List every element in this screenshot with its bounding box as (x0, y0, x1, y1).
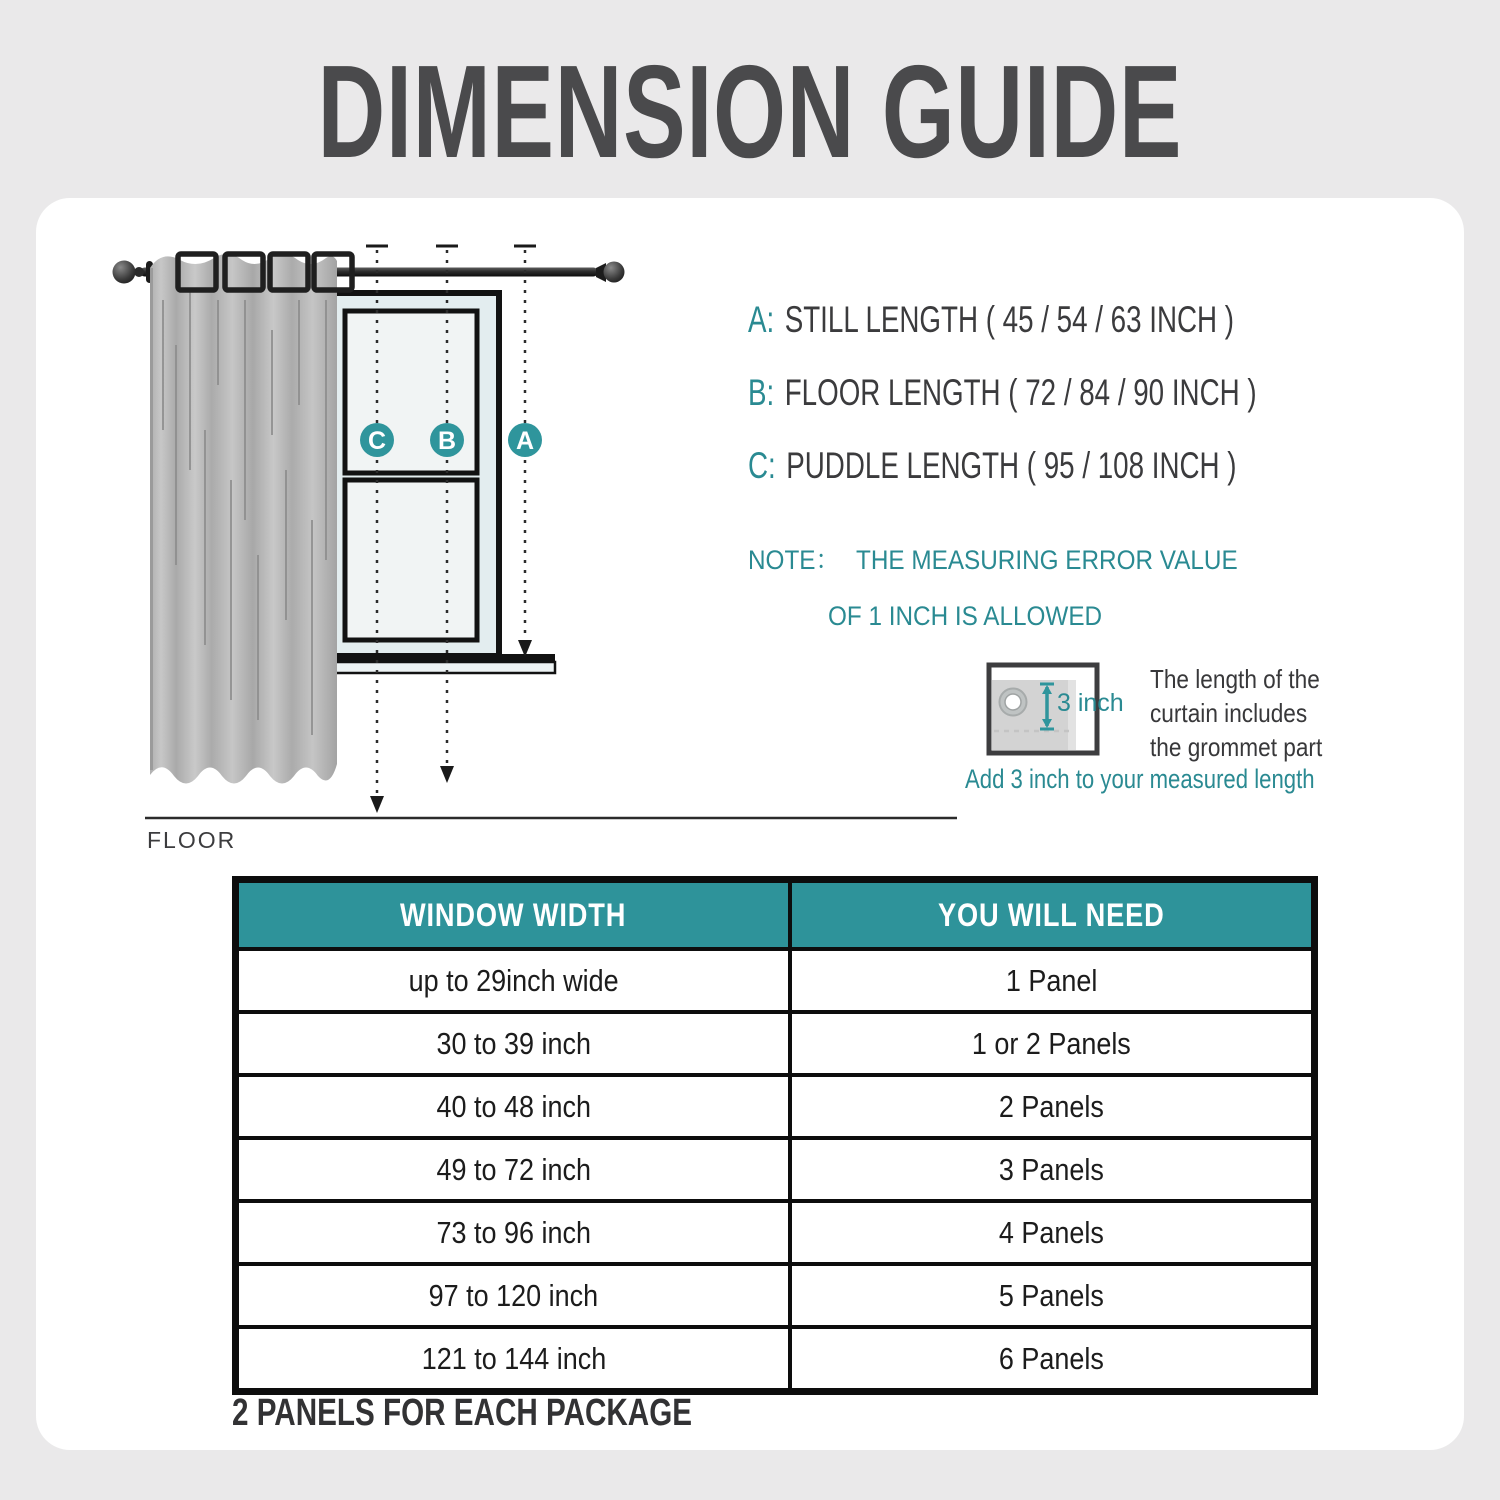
grommet-caption-line-3: the grommet part (1150, 732, 1323, 762)
header-window-width: WINDOW WIDTH (236, 880, 791, 950)
package-note: 2 PANELS FOR EACH PACKAGE (232, 1392, 693, 1434)
window (300, 293, 555, 673)
cell-width: 49 to 72 inch (236, 1138, 791, 1201)
table-row (236, 1075, 1315, 1138)
curtain-panel (150, 254, 337, 784)
grommet-caption (1150, 662, 1348, 764)
legend-item-b (748, 372, 1257, 445)
cell-need: 5 Panels (790, 1264, 1314, 1327)
legend-text-b: FLOOR LENGTH ( 72 / 84 / 90 INCH ) (784, 372, 1257, 413)
cell-need: 1 or 2 Panels (790, 1012, 1314, 1075)
legend-item-a (748, 299, 1257, 372)
table-header-row (236, 880, 1315, 950)
legend-text-a: STILL LENGTH ( 45 / 54 / 63 INCH ) (784, 299, 1235, 340)
measuring-note (748, 538, 1292, 632)
table-row (236, 1327, 1315, 1392)
cell-need: 6 Panels (790, 1327, 1314, 1392)
table-row (236, 1138, 1315, 1201)
cell-need: 3 Panels (790, 1138, 1314, 1201)
marker-badges (360, 423, 542, 457)
panel-count-table (232, 876, 1318, 1395)
header-you-will-need: YOU WILL NEED (790, 880, 1314, 950)
grommet-caption-line-2: curtain includes (1150, 698, 1308, 728)
note-line-1: NOTE： THE MEASURING ERROR VALUE (748, 545, 1238, 575)
cell-width: 73 to 96 inch (236, 1201, 791, 1264)
arrow-b (440, 766, 454, 783)
grommet-length-diagram (978, 650, 1168, 765)
legend-key-a: A: (748, 299, 775, 340)
note-line-2: OF 1 INCH IS ALLOWED (828, 601, 1103, 631)
legend-item-c (748, 445, 1257, 518)
rod-left-finial (113, 261, 136, 284)
cell-width: 97 to 120 inch (236, 1264, 791, 1327)
legend-key-b: B: (748, 372, 775, 413)
legend-key-c: C: (748, 445, 776, 486)
grommet-hole (1005, 694, 1021, 710)
cell-width: 121 to 144 inch (236, 1327, 791, 1392)
three-inch-label: 3 inch (1057, 689, 1124, 717)
cell-width: up to 29inch wide (236, 949, 791, 1012)
cell-need: 4 Panels (790, 1201, 1314, 1264)
rod-right-finial (604, 262, 625, 283)
note-label: NOTE： (748, 545, 840, 575)
page-title: DIMENSION GUIDE (317, 38, 1183, 185)
table-row (236, 1264, 1315, 1327)
window-lower-pane (345, 480, 477, 640)
window-sill-board (301, 662, 555, 673)
marker-letter-c: C (367, 427, 387, 455)
cell-width: 30 to 39 inch (236, 1012, 791, 1075)
cell-width: 40 to 48 inch (236, 1075, 791, 1138)
marker-letter-b: B (437, 427, 457, 455)
cell-need: 1 Panel (790, 949, 1314, 1012)
curtain-fabric (150, 254, 337, 784)
table-row (236, 1201, 1315, 1264)
marker-letter-a: A (515, 427, 535, 455)
floor-label: FLOOR (147, 827, 237, 853)
length-legend (748, 299, 1426, 518)
add-three-inch-tip: Add 3 inch to your measured length (965, 764, 1315, 794)
cell-need: 2 Panels (790, 1075, 1314, 1138)
legend-text-c: PUDDLE LENGTH ( 95 / 108 INCH ) (786, 445, 1237, 486)
table-row (236, 949, 1315, 1012)
arrow-c (370, 796, 384, 813)
grommet-caption-line-1: The length of the (1150, 664, 1320, 694)
table-row (236, 1012, 1315, 1075)
